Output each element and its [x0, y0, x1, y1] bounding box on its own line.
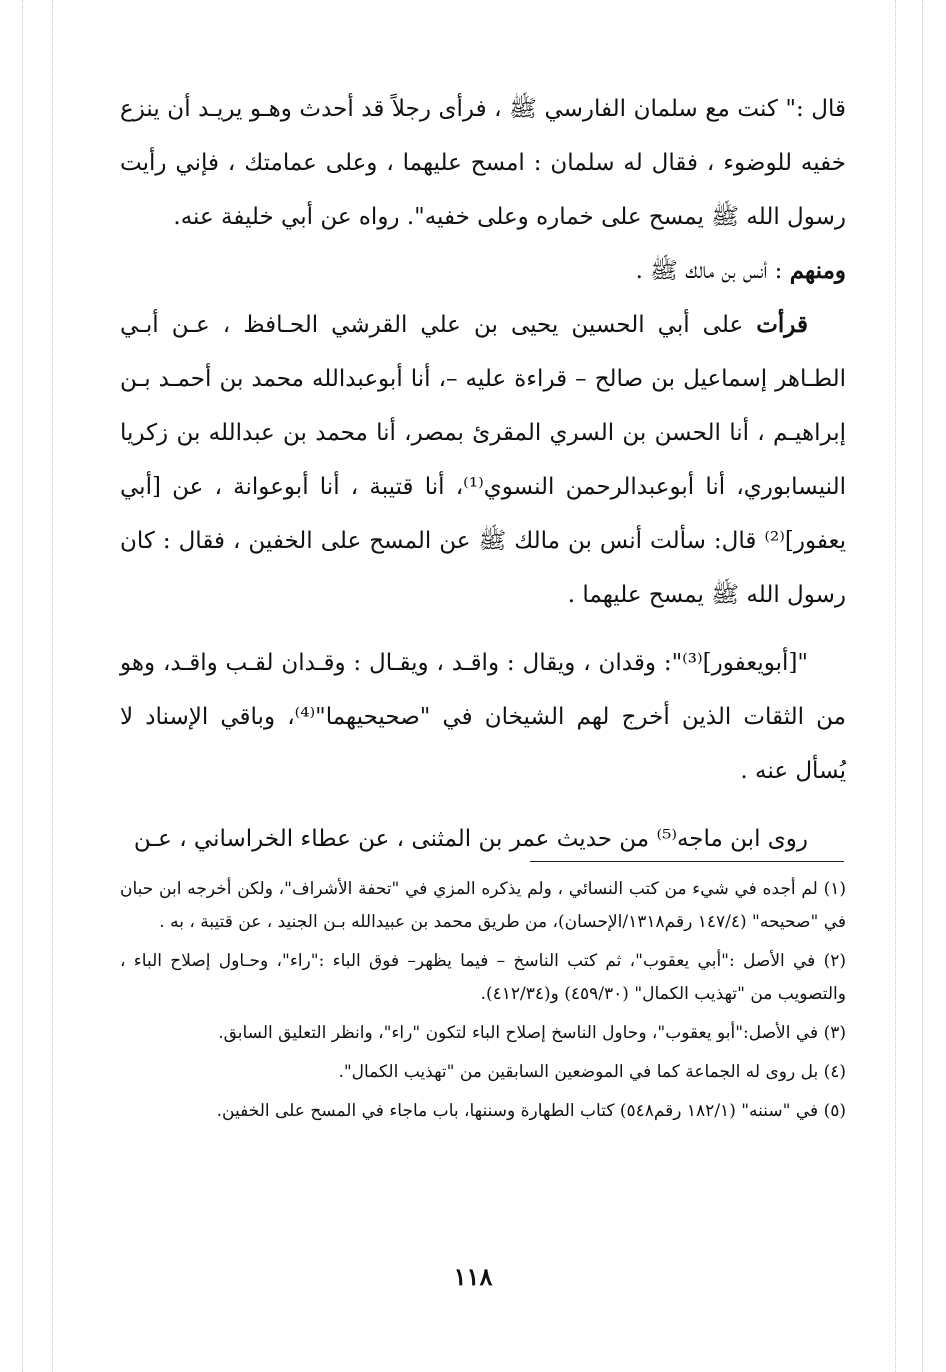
footnote-4: (٤) بل روى له الجماعة كما في الموضعين السابقين من "تهذيب الكمال".	[338, 1062, 846, 1082]
footnote-2: (٢) في الأصل :"أبي يعقوب"، ثم كتب الناسخ – فيما يظهر– فوق الباء :"راء"، وحـاول إصلاح الباء ، والتصويب من "تهذيب الكمال" (٤٥٩/٣٠) و(٤١٢/٣٤).	[120, 951, 846, 1004]
paragraph-3-text: على أبي الحسين يحيى بن علي القرشي الحـافظ ، عـن أبـي الطـاهر إسماعيل بن صالح – قراءة عليه –، أنا أبوعبدالله محمد بن أحمـد بـن إبراهيـم ، أنا الحسن بن السري المقرئ بمصر، أنا محمد بن عبدالله بن زكريا النيسابوري، أنا أبوعبدالرحمن النسوي⁽¹⁾، أنا قتيبة ، أنا أبوعوانة ، عن [أبي يعفور]⁽²⁾ قال: سألت أنس بن مالك ﷺ عن المسح على الخفين ، فقال : كان رسول الله ﷺ يمسح عليهما .	[120, 312, 846, 608]
footnote-separator	[530, 861, 844, 862]
footnote-3: (٣) في الأصل:"أبو يعقوب"، وحاول الناسخ إصلاح الباء لتكون "راء"، وانظر التعليق السابق.	[218, 1023, 846, 1043]
paragraph-2-text: : أنس بن مالك ﷺ .	[635, 258, 790, 284]
scan-guide-line	[895, 0, 896, 1372]
page-number: ١١٨	[453, 1262, 493, 1291]
footnotes	[120, 873, 846, 1134]
paragraph-5: روى ابن ماجه⁽⁵⁾ من حديث عمر بن المثنى ، عن عطاء الخراساني ، عـن	[133, 826, 808, 852]
footnote-5: (٥) في "سننه" (١٨٢/١ رقم٥٤٨) كتاب الطهارة وسننها، باب ماجاء في المسح على الخفين.	[216, 1101, 846, 1121]
paragraph-2	[120, 244, 846, 298]
paragraph-2-lead: ومنهم	[789, 257, 846, 284]
scan-guide-line	[52, 0, 53, 1372]
main-text	[120, 82, 846, 866]
scan-guide-line	[22, 0, 23, 1372]
scan-guide-line	[922, 0, 923, 1372]
paragraph-1: قال :" كنت مع سلمان الفارسي ﷺ ، فرأى رجلاً قد أحدث وهـو يريـد أن ينزع خفيه للوضوء ، فقال له سلمان : امسح عليهما ، وعلى عمامتك ، فإني رأيت رسول الله ﷺ يمسح على خماره وعلى خفيه". رواه عن أبي خليفة عنه.	[120, 96, 846, 230]
paragraph-3	[120, 298, 846, 622]
paragraph-3-lead: قرأت	[756, 311, 808, 338]
paragraph-4: "[أبويعفور]⁽³⁾": وقدان ، ويقال : واقـد ، ويقـال : وقـدان لقـب واقـد، وهو من الثقات الذين أخرج لهم الشيخان في "صحيحيهما"⁽⁴⁾، وباقي الإسناد لا يُسأل عنه .	[120, 650, 846, 784]
footnote-1: (١) لم أجده في شيء من كتب النسائي ، ولم يذكره المزي في "تحفة الأشراف"، ولكن أخرجه ابن حبان في "صحيحه" (١٤٧/٤ رقم١٣١٨/الإحسان)، من طريق محمد بن عبيدالله بـن الجنيد ، عن قتيبة ، به .	[120, 879, 846, 932]
